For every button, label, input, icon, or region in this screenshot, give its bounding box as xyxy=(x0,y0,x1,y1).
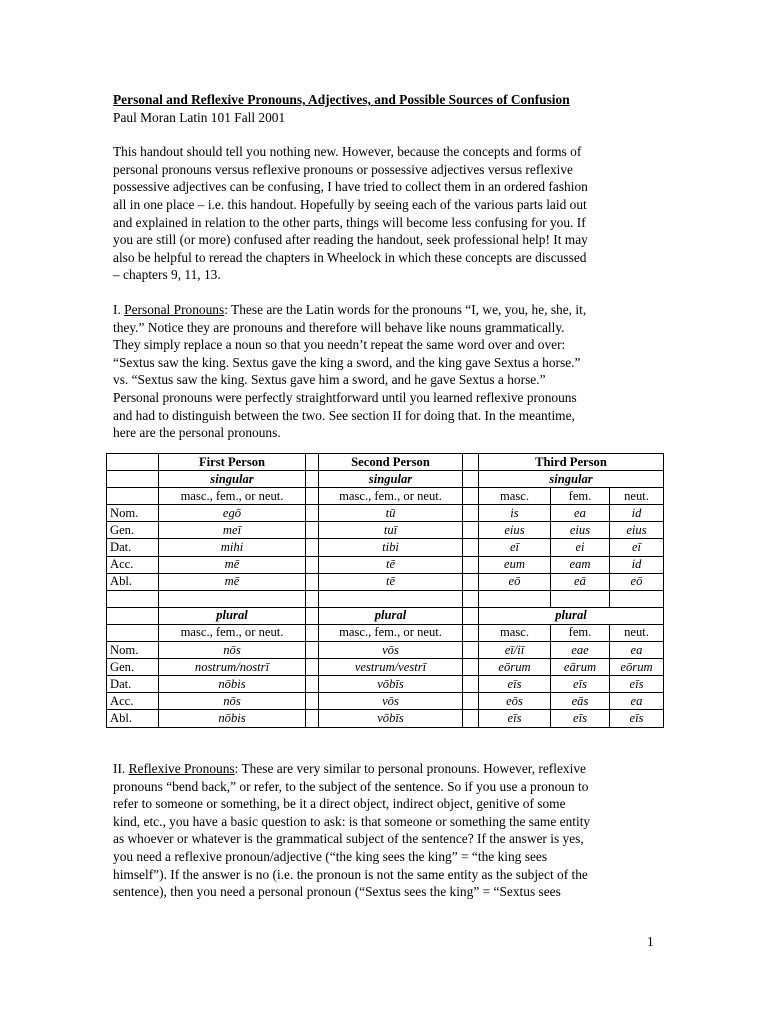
table-cell: eius xyxy=(551,522,610,539)
plural-label: plural xyxy=(319,607,463,624)
table-cell: eī xyxy=(479,539,551,556)
table-cell: mihi xyxy=(159,539,306,556)
spacer-row xyxy=(107,590,664,607)
section1-first-line-rest: : These are the Latin words for the pronouns “I, we, you, he, she, it, xyxy=(224,301,587,317)
section1-first-line xyxy=(113,301,658,319)
section2-line: sentence), then you need a personal pronoun (“Sextus sees the king” = “Sextus sees xyxy=(113,884,561,900)
table-cell: eīs xyxy=(551,676,610,693)
table-cell: eīs xyxy=(479,710,551,727)
table-cell: eum xyxy=(479,556,551,573)
section2-paragraph xyxy=(113,760,658,901)
section2-prefix: II. xyxy=(113,761,129,776)
table-cell: eam xyxy=(551,556,610,573)
table-cell: mē xyxy=(159,556,306,573)
table-cell: tē xyxy=(319,573,463,590)
gender-label: fem. xyxy=(551,624,610,641)
table-cell: nostrum/nostrī xyxy=(159,659,306,676)
intro-line: personal pronouns versus reflexive pronouns or possessive adjectives versus reflexive xyxy=(113,161,573,177)
case-label: Dat. xyxy=(107,676,159,693)
section2-line: you need a reflexive pronoun/adjective (“the king sees the king” = “the king sees xyxy=(113,848,548,864)
table-row xyxy=(107,522,664,539)
case-label: Acc. xyxy=(107,693,159,710)
intro-line: This handout should tell you nothing new. However, because the concepts and forms of xyxy=(113,144,582,160)
table-row xyxy=(107,505,664,522)
gender-row xyxy=(107,488,664,505)
section1-line: Personal pronouns were perfectly straightforward until you learned reflexive pronouns xyxy=(113,389,577,405)
table-cell: tē xyxy=(319,556,463,573)
section1-paragraph xyxy=(113,301,658,442)
table-cell: mē xyxy=(159,573,306,590)
section2-line: refer to someone or something, be it a direct object, indirect object, genitive of some xyxy=(113,796,566,812)
plural-label: plural xyxy=(479,607,664,624)
singular-label: singular xyxy=(159,471,306,488)
first-person-header: First Person xyxy=(159,454,306,471)
table-cell: eī/iī xyxy=(479,642,551,659)
table-cell: id xyxy=(610,556,664,573)
section1-line: they.” Notice they are pronouns and therefore will behave like nouns grammatically. xyxy=(113,319,565,335)
table-cell: eōrum xyxy=(610,659,664,676)
intro-line: also be helpful to reread the chapters in Wheelock in which these concepts are discussed xyxy=(113,249,587,265)
table-cell: ea xyxy=(610,693,664,710)
table-row xyxy=(107,539,664,556)
table-cell: tū xyxy=(319,505,463,522)
case-label: Abl. xyxy=(107,710,159,727)
case-label: Gen. xyxy=(107,522,159,539)
table-cell: tibi xyxy=(319,539,463,556)
table-cell: vestrum/vestrī xyxy=(319,659,463,676)
gender-label: masc., fem., or neut. xyxy=(319,624,463,641)
section1-line: and had to distinguish between the two. See section II for doing that. In the meantime, xyxy=(113,407,575,423)
table-cell: eās xyxy=(551,693,610,710)
second-person-header: Second Person xyxy=(319,454,463,471)
case-label: Acc. xyxy=(107,556,159,573)
table-cell: eō xyxy=(610,573,664,590)
section2-line: himself”). If the answer is no (i.e. the pronoun is not the same entity as the subject of the xyxy=(113,866,588,882)
intro-line: all in one place – i.e. this handout. Hopefully by seeing each of the various parts laid out xyxy=(113,196,587,212)
section2-first-line-rest: : These are very similar to personal pronouns. However, reflexive xyxy=(234,761,586,776)
document-title: Personal and Reflexive Pronouns, Adjectives, and Possible Sources of Confusion xyxy=(113,92,570,107)
table-row xyxy=(107,710,664,727)
table-cell: eōrum xyxy=(479,659,551,676)
gender-label: masc., fem., or neut. xyxy=(159,488,306,505)
table-cell: vōs xyxy=(319,642,463,659)
table-cell: ea xyxy=(610,642,664,659)
table-cell: eīs xyxy=(610,710,664,727)
table-cell: eō xyxy=(479,573,551,590)
table-cell: nōbis xyxy=(159,676,306,693)
plural-label-row xyxy=(107,607,664,624)
table-row xyxy=(107,573,664,590)
table-cell: eius xyxy=(610,522,664,539)
table-cell: eīs xyxy=(479,676,551,693)
section2-line: kind, etc., you have a basic question to ask: is that someone or something the same entity xyxy=(113,813,591,829)
intro-line: possessive adjectives can be confusing, I have tried to collect them in an ordered fashion xyxy=(113,179,588,195)
table-cell: tuī xyxy=(319,522,463,539)
plural-label: plural xyxy=(159,607,306,624)
table-cell: eā xyxy=(551,573,610,590)
table-cell: eīs xyxy=(551,710,610,727)
table-cell: egō xyxy=(159,505,306,522)
table-row xyxy=(107,659,664,676)
table-row xyxy=(107,693,664,710)
gender-label: masc., fem., or neut. xyxy=(159,624,306,641)
section1-line: “Sextus saw the king. Sextus gave the king a sword, and the king gave Sextus a horse.” xyxy=(113,354,581,370)
table-cell: eōs xyxy=(479,693,551,710)
table-cell: vōbīs xyxy=(319,676,463,693)
gender-label: neut. xyxy=(610,624,664,641)
table-row xyxy=(107,676,664,693)
table-cell: ea xyxy=(551,505,610,522)
gender-label: masc. xyxy=(479,488,551,505)
table-cell: eīs xyxy=(610,676,664,693)
singular-label-row xyxy=(107,471,664,488)
table-cell: id xyxy=(610,505,664,522)
case-label: Dat. xyxy=(107,539,159,556)
table-cell: ei xyxy=(551,539,610,556)
gender-row xyxy=(107,624,664,641)
table-cell: eārum xyxy=(551,659,610,676)
section2-heading: Reflexive Pronouns xyxy=(128,761,235,776)
table-cell: is xyxy=(479,505,551,522)
page-number: 1 xyxy=(647,934,654,949)
intro-line: – chapters 9, 11, 13. xyxy=(113,267,221,283)
section1-heading: Personal Pronouns xyxy=(124,301,225,317)
singular-label: singular xyxy=(479,471,664,488)
case-label: Abl. xyxy=(107,573,159,590)
table-cell: vōbīs xyxy=(319,710,463,727)
singular-label: singular xyxy=(319,471,463,488)
case-label: Gen. xyxy=(107,659,159,676)
document-byline: Paul Moran Latin 101 Fall 2001 xyxy=(113,109,286,125)
intro-line: you are still (or more) confused after reading the handout, seek professional help! It may xyxy=(113,232,588,248)
gender-label: masc., fem., or neut. xyxy=(319,488,463,505)
table-cell: eius xyxy=(479,522,551,539)
table-row xyxy=(107,642,664,659)
table-cell: meī xyxy=(159,522,306,539)
document-body xyxy=(113,91,658,442)
table-cell: eī xyxy=(610,539,664,556)
table-row xyxy=(107,556,664,573)
gender-label: masc. xyxy=(479,624,551,641)
section1-line: here are the personal pronouns. xyxy=(113,425,281,441)
case-label: Nom. xyxy=(107,505,159,522)
intro-paragraph xyxy=(113,143,658,284)
personal-pronoun-table xyxy=(106,453,664,728)
section1-line: They simply replace a noun so that you needn’t repeat the same word over and over: xyxy=(113,337,566,353)
table-cell: eae xyxy=(551,642,610,659)
case-label: Nom. xyxy=(107,642,159,659)
third-person-header: Third Person xyxy=(479,454,664,471)
section1-line: vs. “Sextus saw the king. Sextus gave him a sword, and he gave Sextus a horse.” xyxy=(113,372,546,388)
section1-prefix: I. xyxy=(113,301,125,317)
section2-line: as whoever or whatever is the grammatical subject of the sentence? If the answer is yes, xyxy=(113,831,584,847)
table-cell: nōs xyxy=(159,642,306,659)
gender-label: fem. xyxy=(551,488,610,505)
intro-line: and explained in relation to the other parts, things will become less confusing for you. If xyxy=(113,214,586,230)
gender-label: neut. xyxy=(610,488,664,505)
table-header-row xyxy=(107,454,664,471)
table-cell: nōbis xyxy=(159,710,306,727)
section2-first-line xyxy=(113,760,658,778)
section2-line: pronouns “bend back,” or refer, to the subject of the sentence. So if you use a pronoun to xyxy=(113,778,589,794)
table-cell: vōs xyxy=(319,693,463,710)
table-cell: nōs xyxy=(159,693,306,710)
